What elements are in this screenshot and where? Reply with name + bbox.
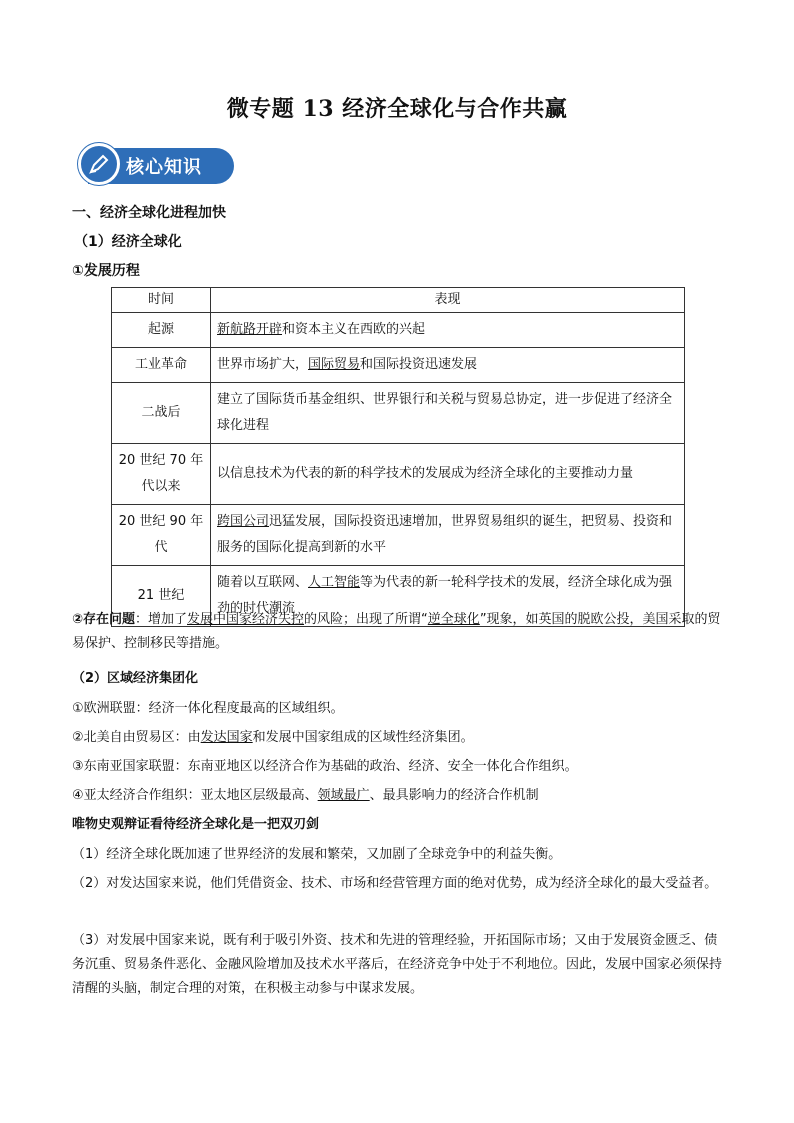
table-header-row (112, 288, 685, 313)
table-row (112, 444, 685, 505)
cell-desc: 世界市场扩大，国际贸易和国际投资迅速发展 (211, 348, 685, 383)
table-row (112, 383, 685, 444)
cell-desc: 建立了国际货币基金组织、世界银行和关税与贸易总协定，进一步促进了经济全球化进程 (211, 383, 685, 444)
history-table (111, 287, 685, 627)
table-row (112, 313, 685, 348)
problems-paragraph: ②存在问题：增加了发展中国家经济失控的风险；出现了所谓“逆全球化”现象，如英国的脱欧公投，美国采取的贸易保护、控制移民等措施。 (72, 612, 721, 651)
dialectic-item: （3）对发展中国家来说，既有利于吸引外资、技术和先进的管理经验，开拓国际市场；又由于发展资金匮乏、债务沉重、贸易条件恶化、金融风险增加及技术水平落后，在经济竞争中处于不利地位。因此，发展中国家必须保持清醒的头脑，制定合理的对策，在积极主动参与中谋求发展。 (72, 933, 723, 996)
regional-item: ④亚太经济合作组织：亚太地区层级最高、领域最广、最具影响力的经济合作机制 (72, 788, 539, 803)
regional-item: ①欧洲联盟：经济一体化程度最高的区域组织。 (72, 701, 344, 716)
regional-item: ②北美自由贸易区：由发达国家和发展中国家组成的区域性经济集团。 (72, 730, 474, 745)
dialectic-title: 唯物史观辩证看待经济全球化是一把双刃剑 (72, 817, 320, 832)
cell-desc: 跨国公司迅猛发展，国际投资迅速增加，世界贸易组织的诞生，把贸易、投资和服务的国际化提高到新的水平 (211, 505, 685, 566)
regional-item: ③东南亚国家联盟：东南亚地区以经济合作为基础的政治、经济、安全一体化合作组织。 (72, 759, 578, 774)
subsection-heading: （1）经济全球化 (74, 234, 182, 250)
cell-time: 起源 (112, 313, 211, 348)
cell-time: 20 世纪 90 年代 (112, 505, 211, 566)
header-desc: 表现 (211, 288, 685, 313)
cell-desc: 新航路开辟和资本主义在西欧的兴起 (211, 313, 685, 348)
table-row (112, 505, 685, 566)
cell-time: 工业革命 (112, 348, 211, 383)
dialectic-item: （1）经济全球化既加速了世界经济的发展和繁荣，又加剧了全球竞争中的利益失衡。 (72, 847, 562, 862)
subsection-heading-2: （2）区域经济集团化 (72, 671, 199, 686)
cell-time: 20 世纪 70 年代以来 (112, 444, 211, 505)
header-time: 时间 (112, 288, 211, 313)
badge-label: 核心知识 (126, 157, 202, 178)
cell-desc: 随着以互联网、人工智能等为代表的新一轮科学技术的发展，经济全球化成为强劲的时代潮流 (211, 566, 685, 627)
table-row (112, 348, 685, 383)
dialectic-item: （2）对发达国家来说，他们凭借资金、技术、市场和经营管理方面的绝对优势，成为经济全球化的最大受益者。 (72, 876, 718, 891)
item-heading: ①发展历程 (72, 263, 140, 279)
section-heading: 一、经济全球化进程加快 (72, 205, 226, 221)
pencil-icon (78, 143, 120, 185)
document-title: 微专题 13 经济全球化与合作共赢 (226, 96, 568, 122)
cell-time: 二战后 (112, 383, 211, 444)
core-knowledge-badge (78, 143, 236, 185)
cell-desc: 以信息技术为代表的新的科学技术的发展成为经济全球化的主要推动力量 (211, 444, 685, 505)
cell-time: 21 世纪 (112, 566, 211, 627)
